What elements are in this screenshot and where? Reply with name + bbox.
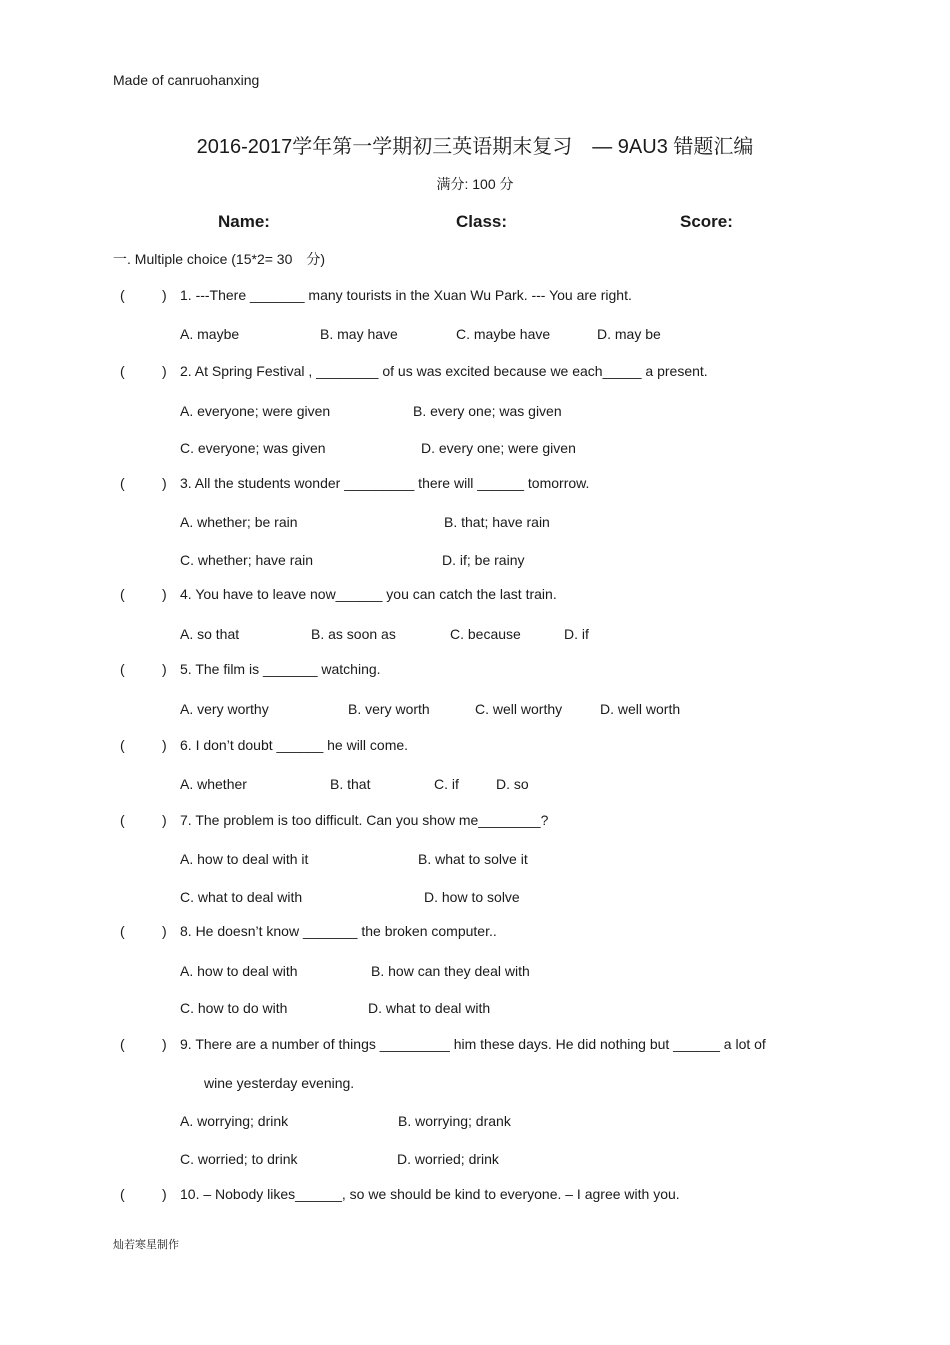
question-7-option-a: A. how to deal with it — [180, 851, 309, 867]
question-4-stem: 4. You have to leave now______ you can catch the last train. — [180, 586, 557, 602]
section-heading: 一. Multiple choice (15*2= 30 分) — [113, 251, 326, 267]
paren-open: ( — [120, 661, 125, 677]
paren-open: ( — [120, 287, 125, 303]
paren-close: ) — [162, 1186, 167, 1202]
question-8-stem: 8. He doesn’t know _______ the broken computer.. — [180, 923, 497, 939]
question-8-option-d: D. what to deal with — [368, 1000, 491, 1016]
question-3-option-a: A. whether; be rain — [180, 514, 298, 530]
question-9-option-d: D. worried; drink — [397, 1151, 499, 1167]
question-9-option-b: B. worrying; drank — [398, 1113, 511, 1129]
paren-open: ( — [120, 812, 125, 828]
paren-open: ( — [120, 363, 125, 379]
question-4-option-b: B. as soon as — [311, 626, 396, 642]
paren-close: ) — [162, 923, 167, 939]
question-5-option-b: B. very worth — [348, 701, 430, 717]
question-6-option-b: B. that — [330, 776, 371, 792]
paren-open: ( — [120, 475, 125, 491]
paren-close: ) — [162, 475, 167, 491]
question-2-option-b: B. every one; was given — [413, 403, 562, 419]
paren-open: ( — [120, 586, 125, 602]
question-7-option-b: B. what to solve it — [418, 851, 528, 867]
question-9-stem-continued: wine yesterday evening. — [204, 1075, 355, 1091]
question-10-stem: 10. – Nobody likes______, so we should be kind to everyone. – I agree with you. — [180, 1186, 680, 1202]
question-2-option-c: C. everyone; was given — [180, 440, 326, 456]
question-7-option-d: D. how to solve — [424, 889, 520, 905]
question-1-option-b: B. may have — [320, 326, 398, 342]
paren-close: ) — [162, 363, 167, 379]
question-1-stem: 1. ---There _______ many tourists in the Xuan Wu Park. --- You are right. — [180, 287, 632, 303]
paren-open: ( — [120, 1036, 125, 1052]
question-5-option-c: C. well worthy — [475, 701, 563, 717]
question-4-option-d: D. if — [564, 626, 589, 642]
full-score: 满分: 100 分 — [436, 176, 514, 192]
paren-close: ) — [162, 1036, 167, 1052]
question-3-stem: 3. All the students wonder _________ there will ______ tomorrow. — [180, 475, 590, 491]
question-1-option-c: C. maybe have — [456, 326, 551, 342]
question-6-option-d: D. so — [496, 776, 529, 792]
question-9-stem: 9. There are a number of things _________ him these days. He did nothing but ______ a lot of — [180, 1036, 766, 1052]
name-field-label: Name: — [218, 212, 270, 231]
question-3-option-c: C. whether; have rain — [180, 552, 314, 568]
paren-close: ) — [162, 287, 167, 303]
question-2-option-d: D. every one; were given — [421, 440, 576, 456]
question-3-option-b: B. that; have rain — [444, 514, 550, 530]
question-9-option-c: C. worried; to drink — [180, 1151, 298, 1167]
question-5-option-a: A. very worthy — [180, 701, 269, 717]
paren-close: ) — [162, 586, 167, 602]
class-field-label: Class: — [456, 212, 508, 231]
paren-close: ) — [162, 812, 167, 828]
question-4-option-a: A. so that — [180, 626, 240, 642]
question-6-option-c: C. if — [434, 776, 459, 792]
paren-open: ( — [120, 923, 125, 939]
question-2-option-a: A. everyone; were given — [180, 403, 331, 419]
question-5-option-d: D. well worth — [600, 701, 681, 717]
paren-close: ) — [162, 661, 167, 677]
paren-open: ( — [120, 737, 125, 753]
paren-close: ) — [162, 737, 167, 753]
header-made-of: Made of canruohanxing — [113, 72, 260, 88]
page-title: 2016-2017学年第一学期初三英语期末复习 — 9AU3 错题汇编 — [196, 136, 754, 158]
question-3-option-d: D. if; be rainy — [442, 552, 525, 568]
question-5-stem: 5. The film is _______ watching. — [180, 661, 381, 677]
question-8-option-a: A. how to deal with — [180, 963, 298, 979]
footer-text: 灿若寒星制作 — [113, 1239, 179, 1251]
question-7-stem: 7. The problem is too difficult. Can you show me________? — [180, 812, 549, 828]
score-field-label: Score: — [680, 212, 733, 231]
question-1-option-a: A. maybe — [180, 326, 240, 342]
question-4-option-c: C. because — [450, 626, 521, 642]
question-8-option-b: B. how can they deal with — [371, 963, 530, 979]
question-7-option-c: C. what to deal with — [180, 889, 303, 905]
question-9-option-a: A. worrying; drink — [180, 1113, 289, 1129]
question-1-option-d: D. may be — [597, 326, 661, 342]
question-6-stem: 6. I don’t doubt ______ he will come. — [180, 737, 409, 753]
question-6-option-a: A. whether — [180, 776, 247, 792]
question-2-stem: 2. At Spring Festival , ________ of us was excited because we each_____ a present. — [180, 363, 708, 379]
paren-open: ( — [120, 1186, 125, 1202]
question-8-option-c: C. how to do with — [180, 1000, 288, 1016]
